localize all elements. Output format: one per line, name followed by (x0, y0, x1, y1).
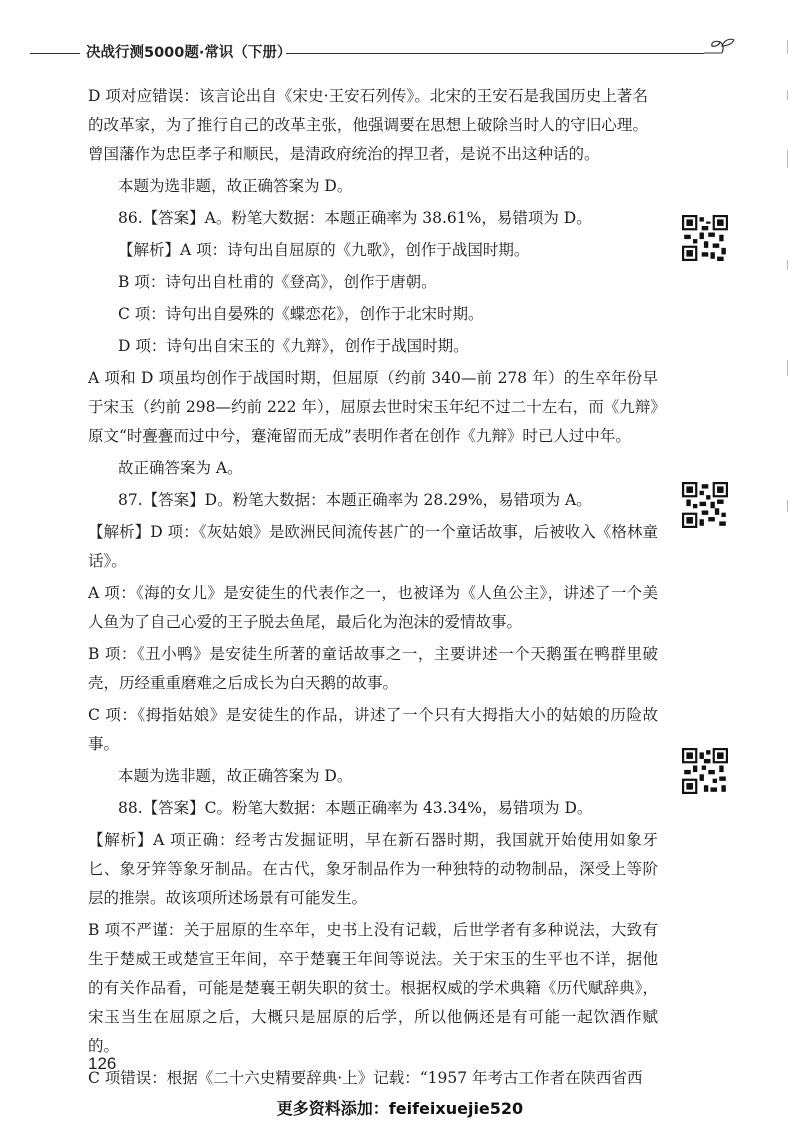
paragraph: B 项：诗句出自杜甫的《登高》，创作于唐朝。 (118, 273, 437, 291)
page-edge-marks (784, 30, 792, 630)
header-rule-right (286, 53, 704, 54)
paragraph: D 项对应错误：该言论出自《宋史·王安石列传》。北宋的王安石是我国历史上著名的改革家，为了推行自己的改革主张，他强调要在思想上破除当时人的守旧心理。曾国藩作为忠臣孝子和顺民，是清政府统治的捍卫者，是说不出这种话的。 (88, 87, 648, 163)
running-title: 决战行测5000题·常识（下册） (86, 45, 292, 61)
qr-code-icon (682, 482, 728, 528)
analysis-88: 【解析】A 项正确：经考古发掘证明，早在新石器时期，我国就开始使用如象牙匕、象牙笄等象牙制品。在古代，象牙制品作为一种独特的动物制品，深受上等阶层的推崇。故该项所述场景有可能发生。 (88, 831, 658, 907)
qr-code-icon (682, 748, 728, 794)
page-header (0, 30, 800, 70)
paragraph: C 项：诗句出自晏殊的《蝶恋花》，创作于北宋时期。 (118, 305, 484, 323)
answer-88: 88.【答案】C。粉笔大数据：本题正确率为 43.34%，易错项为 D。 (118, 799, 593, 817)
paragraph: A 项：《海的女儿》是安徒生的代表作之一，也被译为《人鱼公主》，讲述了一个美人鱼为了自己心爱的王子脱去鱼尾，最后化为泡沫的爱情故事。 (88, 584, 658, 631)
paragraph: C 项错误：根据《二十六史精要辞典·上》记载：“1957 年考古工作者在陕西省西 (88, 1069, 643, 1087)
header-rule-left (30, 53, 80, 54)
sprout-icon (702, 34, 742, 64)
paragraph: A 项和 D 项虽均创作于战国时期，但屈原（约前 340—前 278 年）的生卒年份早于宋玉（约前 298—约前 222 年），屈原去世时宋玉年纪不过二十左右，而《九辩》原文“时亹亹而过中兮，蹇淹留而无成”表明作者在创作《九辩》时已人过中年。 (88, 369, 658, 445)
footer-contact-note: 更多资料添加：feifeixuejie520 (276, 1099, 524, 1118)
answer-86: 86.【答案】A。粉笔大数据：本题正确率为 38.61%，易错项为 D。 (118, 209, 592, 227)
paragraph: B 项：《丑小鸭》是安徒生所著的童话故事之一，主要讲述一个天鹅蛋在鸭群里破壳，历经重重磨难之后成长为白天鹅的故事。 (88, 645, 658, 692)
answer-87: 87.【答案】D。粉笔大数据：本题正确率为 28.29%，易错项为 A。 (118, 491, 592, 509)
qr-code-icon (682, 215, 728, 261)
page-number: 126 (88, 1054, 117, 1073)
analysis-87: 【解析】D 项：《灰姑娘》是欧洲民间流传甚广的一个童话故事，后被收入《格林童话》。 (88, 523, 658, 570)
paragraph: D 项：诗句出自宋玉的《九辩》，创作于战国时期。 (118, 337, 469, 355)
analysis-86: 【解析】A 项：诗句出自屈原的《九歌》，创作于战国时期。 (118, 241, 530, 259)
paragraph: 本题为选非题，故正确答案为 D。 (118, 177, 353, 195)
paragraph: 故正确答案为 A。 (118, 459, 243, 477)
paragraph: B 项不严谨：关于屈原的生卒年，史书上没有记载，后世学者有多种说法，大致有生于楚威王或楚宣王年间，卒于楚襄王年间等说法。关于宋玉的生平也不详，据他的有关作品看，可能是楚襄王朝失职的贫士。根据权威的学术典籍《历代赋辞典》，宋玉当生在屈原之后，大概只是屈原的后学，所以他俩还是有可能一起饮酒作赋的。 (88, 921, 658, 1055)
paragraph: C 项：《拇指姑娘》是安徒生的作品，讲述了一个只有大拇指大小的姑娘的历险故事。 (88, 706, 658, 753)
paragraph: 本题为选非题，故正确答案为 D。 (118, 767, 353, 785)
